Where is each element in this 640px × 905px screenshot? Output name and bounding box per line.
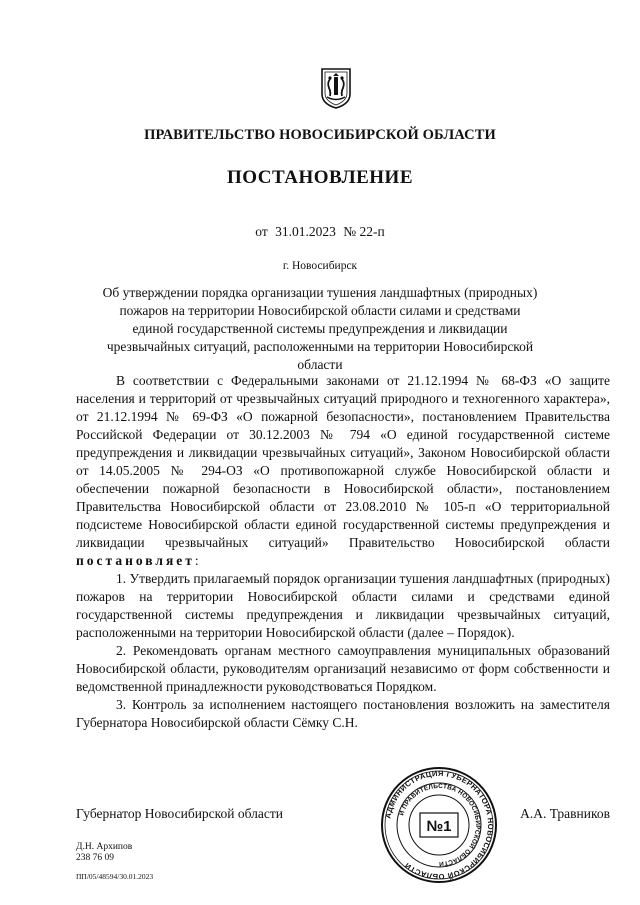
signature-block	[76, 806, 610, 826]
seal-number: №1	[426, 818, 452, 835]
coat-of-arms-icon	[318, 66, 354, 110]
signatory-name: А.А. Травников	[520, 806, 610, 821]
executor-name: Д.Н. Архипов	[76, 842, 133, 852]
preamble-paragraph	[76, 372, 610, 570]
document-number: № 22-п	[343, 224, 385, 239]
signatory-position: Губернатор Новосибирской области	[76, 806, 284, 821]
seal-outer-text: АДМИНИСТРАЦИЯ ГУБЕРНАТОРА НОВОСИБИРСКОЙ ОБЛАСТИ	[383, 768, 496, 882]
document-date: 31.01.2023	[275, 224, 336, 239]
date-prefix: от	[255, 224, 268, 239]
preamble-text: В соответствии с Федеральными законами от 21.12.1994 № 68-ФЗ «О защите населения и территорий от чрезвычайных ситуаций природного и техногенного характера», от 21.12.1994 № 69-ФЗ «О пожарной безопасности», постановлением Правительства Российской Федерации от 30.12.2003 № 794 «О единой государственной системе предупреждения и ликвидации чрезвычайных ситуаций», Законом Новосибирской области от 14.05.2005 № 294-ОЗ «О противопожарной службе Новосибирской области и обеспечении пожарной безопасности в Новосибирской области», постановлением Правительства Новосибирской области от 23.08.2010 № 105-п «О территориальной подсистеме Новосибирской области единой государственной системы предупреждения и ликвидации чрезвычайных ситуаций» Правительство Новосибирской области	[76, 373, 610, 550]
resolves-suffix: :	[194, 553, 199, 568]
executor-block	[76, 842, 132, 864]
document-body	[76, 372, 610, 732]
seal-inner-text: И ПРАВИТЕЛЬСТВА НОВОСИБИРСКОЙ ОБЛАСТИ	[398, 782, 482, 868]
item-3: 3. Контроль за исполнением настоящего постановления возложить на заместителя Губернатора Новосибирской области Сёмку С.Н.	[76, 697, 610, 730]
official-seal-icon	[380, 766, 498, 884]
executor-phone: 238 76 09	[76, 853, 114, 863]
city: г. Новосибирск	[282, 260, 358, 272]
document-date-line	[0, 224, 640, 240]
resolves-word: постановляет	[76, 553, 195, 568]
item-2: 2. Рекомендовать органам местного самоуправления муниципальных образований Новосибирской области, руководителям организаций независимо от форм собственности и ведомственной принадлежности руководствоваться Порядком.	[76, 643, 610, 694]
government-title: ПРАВИТЕЛЬСТВО НОВОСИБИРСКОЙ ОБЛАСТИ	[144, 127, 496, 143]
item-1: 1. Утвердить прилагаемый порядок организации тушения ландшафтных (природных) пожаров на территории Новосибирской области силами и средствами единой государственной системы предупреждения и ликвидации чрезвычайных ситуаций, расположенными на территории Новосибирской области (далее – Порядок).	[76, 571, 610, 640]
document-type-heading: ПОСТАНОВЛЕНИЕ	[226, 167, 414, 188]
document-code: ПП/05/48594/30.01.2023	[76, 872, 154, 881]
document-subject: Об утверждении порядка организации тушения ландшафтных (природных) пожаров на территории Новосибирской области силами и средствами единой государственной системы предупреждения и ликвидации чрезвычайных ситуаций, расположенными на территории Новосибирской области	[102, 285, 538, 372]
